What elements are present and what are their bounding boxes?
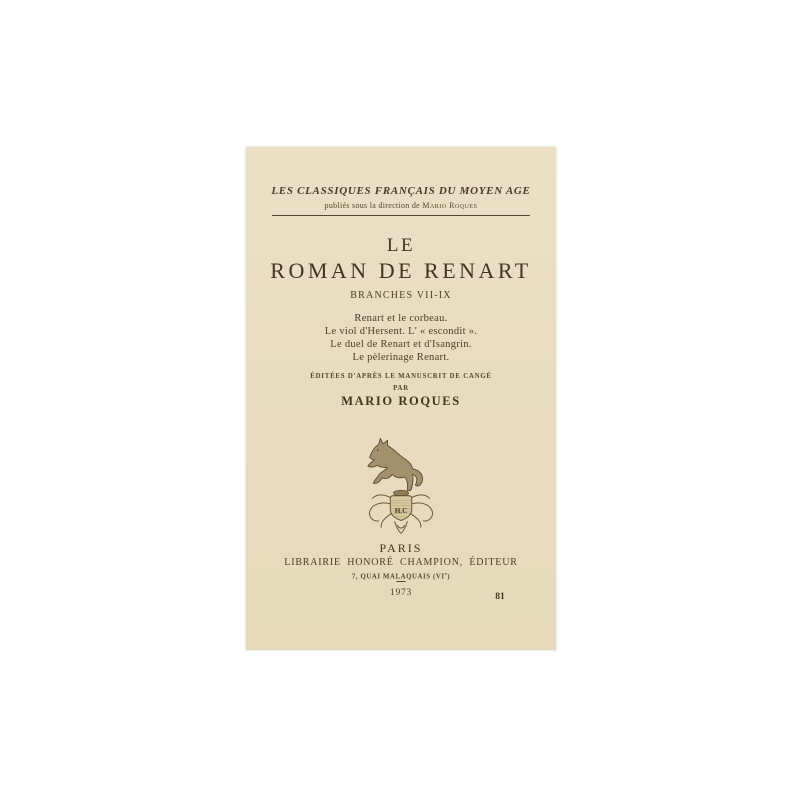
- imprint-year: 1973: [389, 588, 413, 598]
- book-title-article: LE: [386, 235, 416, 256]
- contents-line: Le duel de Renart et d'Isangrin.: [330, 339, 472, 350]
- book-title-page: [246, 147, 556, 650]
- publisher-device: [355, 433, 447, 537]
- branches-subtitle: BRANCHES VII-IX: [350, 290, 452, 301]
- par-label: PAR: [393, 385, 409, 392]
- book-title-main: ROMAN DE RENART: [270, 258, 532, 283]
- contents-line: Renart et le corbeau.: [354, 313, 448, 324]
- header-rule: [272, 215, 530, 216]
- series-director-prefix: publiés sous la direction de: [324, 201, 423, 210]
- contents-line: Le pèlerinage Renart.: [352, 352, 450, 363]
- imprint-address: [246, 571, 556, 580]
- horse-figure: [368, 438, 423, 490]
- series-director-line: [246, 201, 556, 210]
- shield-initials: H.C: [394, 506, 408, 515]
- imprint-separator-rule: [397, 581, 406, 582]
- contents-list: [246, 312, 556, 364]
- imprint-address-ordinal: e: [444, 571, 448, 576]
- publisher-device-engraving: [355, 433, 447, 537]
- horse-eye: [377, 449, 379, 451]
- series-director-name: Mario Roques: [422, 201, 478, 210]
- shield-torse: [393, 490, 408, 496]
- series-title: LES CLASSIQUES FRANÇAIS DU MOYEN AGE: [271, 185, 531, 197]
- imprint-publisher: LIBRAIRIE HONORÉ CHAMPION, ÉDITEUR: [284, 557, 518, 568]
- imprint-address-text: 7, QUAI MALAQUAIS (VI: [351, 573, 445, 581]
- contents-line: Le viol d'Hersent. L' « escondit ».: [324, 326, 478, 337]
- imprint-city: PARIS: [379, 541, 423, 555]
- edition-note: ÉDITÉES D'APRÈS LE MANUSCRIT DE CANGÉ: [310, 373, 492, 380]
- imprint-address-close: ): [447, 573, 451, 581]
- editor-name: MARIO ROQUES: [341, 394, 461, 408]
- series-number: 81: [495, 592, 505, 602]
